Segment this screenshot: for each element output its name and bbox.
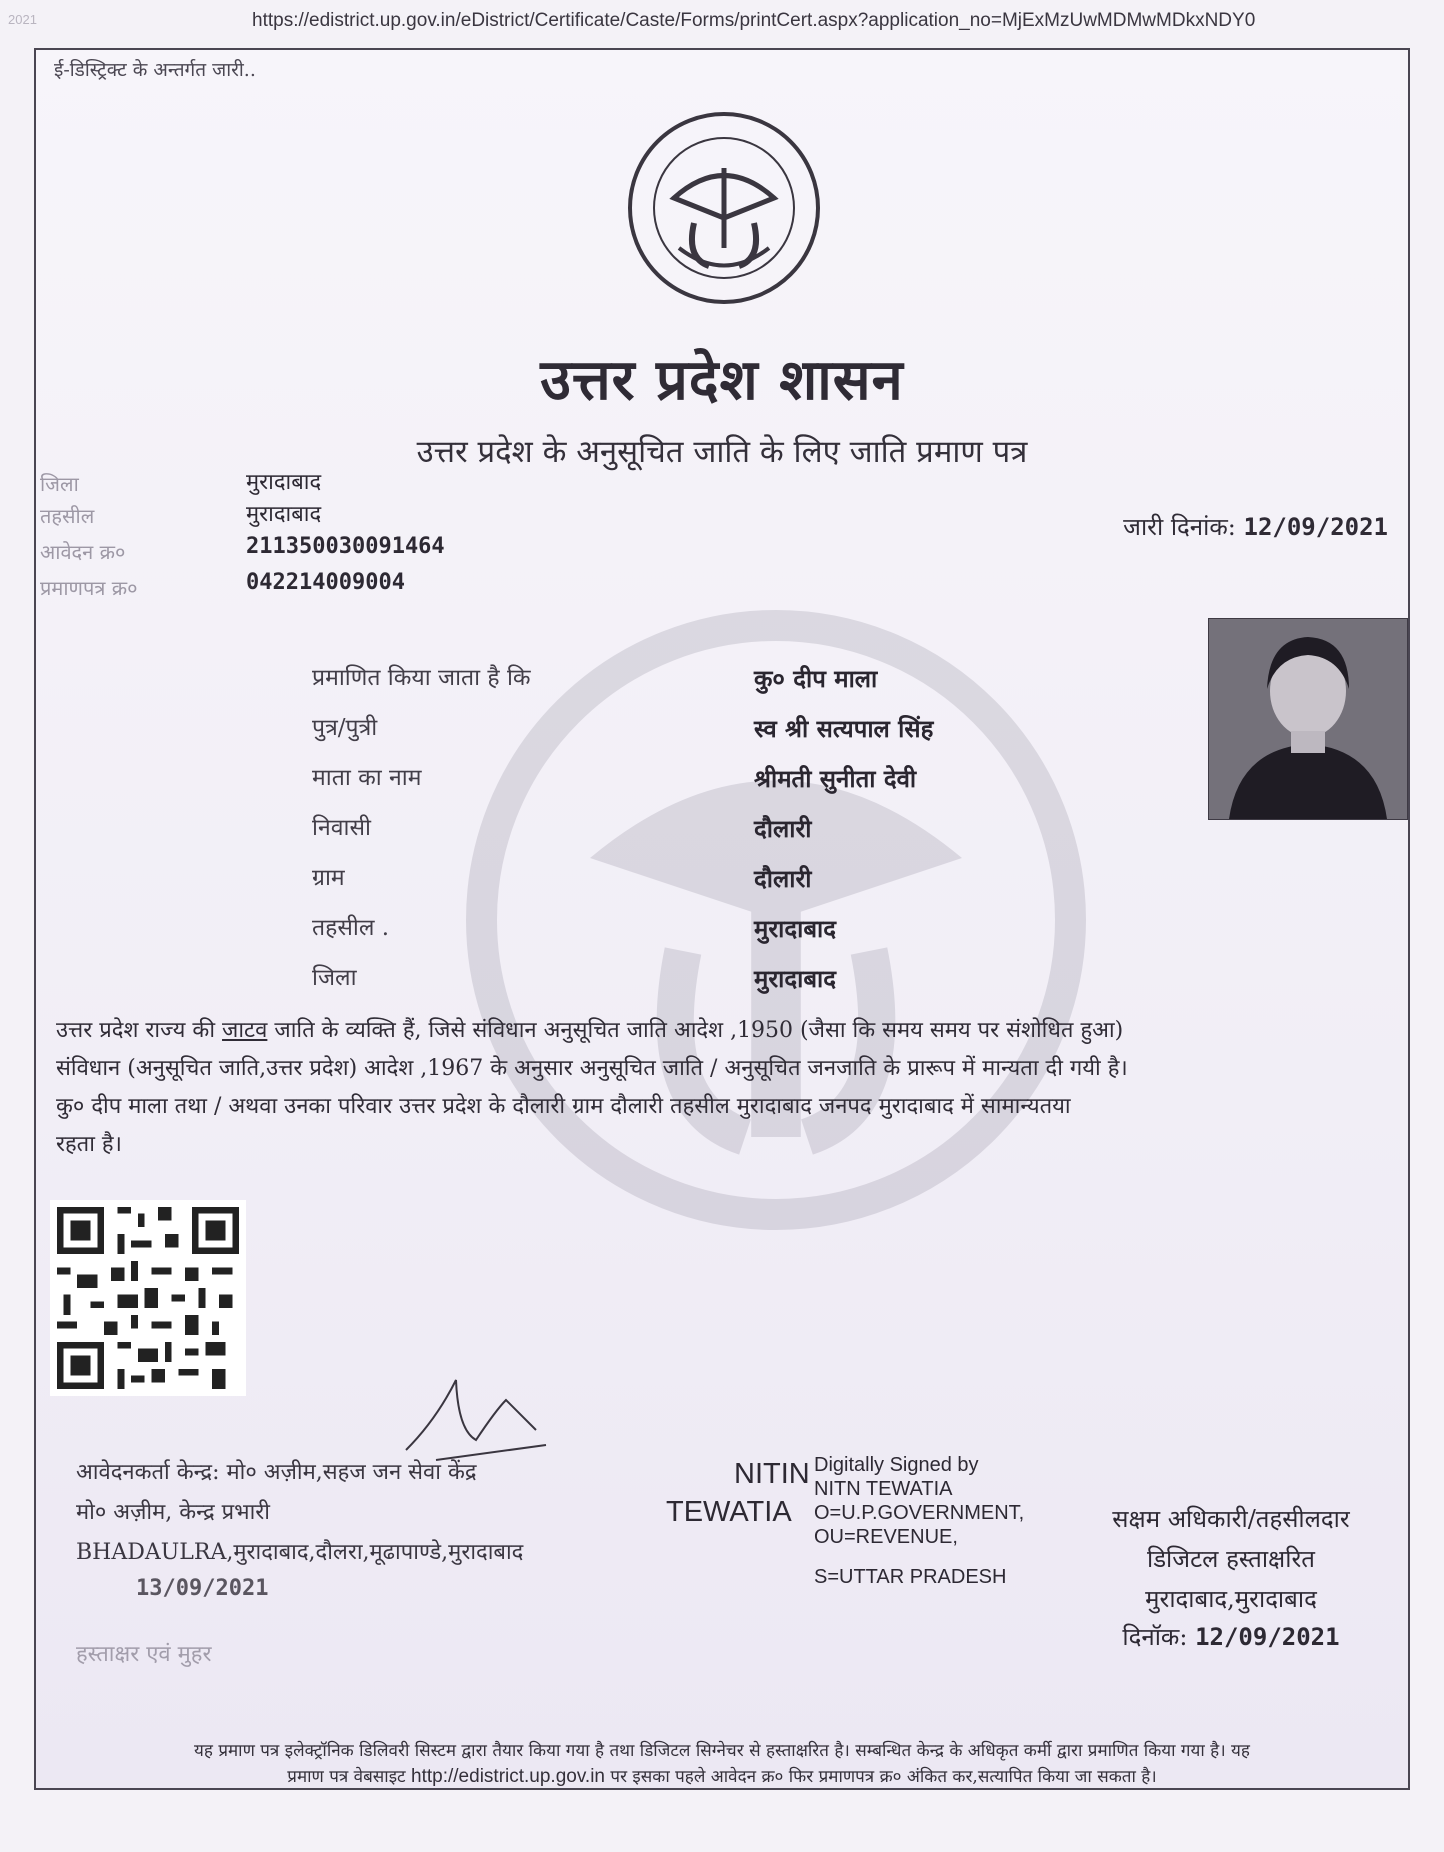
officer-date	[1066, 1620, 1396, 1653]
officer-title: सक्षम अधिकारी/तहसीलदार	[1112, 1505, 1350, 1533]
print-corner-date: 2021	[8, 12, 37, 27]
digital-signer-name-1: NITIN	[734, 1458, 810, 1490]
up-government-emblem	[624, 108, 824, 308]
kendra-line-2: मो० अज़ीम, केन्द्र प्रभारी	[76, 1500, 271, 1525]
para-line1-pre: उत्तर प्रदेश राज्य की	[56, 1018, 223, 1043]
officer-place: मुरादाबाद,मुरादाबाद	[1145, 1585, 1317, 1613]
field-district-label: जिला	[312, 965, 357, 991]
tehsil-value: मुरादाबाद	[246, 502, 322, 527]
application-no-value: 211350030091464	[246, 534, 445, 559]
kendra-line-1: आवेदनकर्ता केन्द्र: मो० अज़ीम,सहज जन सेवा केंद्र	[76, 1460, 477, 1485]
application-no-label: आवेदन क्र०	[40, 540, 126, 564]
field-tehsil-value: मुरादाबाद	[754, 914, 837, 943]
footer-line-2	[36, 1764, 1408, 1788]
footer-line2-pre: प्रमाण पत्र वेबसाइट	[287, 1767, 412, 1787]
handwritten-signature	[396, 1360, 556, 1470]
certificate-paragraph-line-3: कु० दीप माला तथा / अथवा उनका परिवार उत्तर प्रदेश के दौलारी ग्राम दौलारी तहसील मुरादाबाद जनपद मुरादाबाद में सामान्यतया	[56, 1094, 1071, 1119]
district-value: मुरादाबाद	[246, 470, 322, 495]
print-url: https://edistrict.up.gov.in/eDistrict/Certificate/Caste/Forms/printCert.aspx?application_no=MjExMzUwMDMwMDkxNDY0	[252, 10, 1256, 31]
district-label: जिला	[40, 472, 79, 496]
dsig-line-2: NITN TEWATIA	[814, 1478, 953, 1500]
dsig-line-4: OU=REVENUE,	[814, 1526, 958, 1548]
dsig-line-1: Digitally Signed by	[814, 1454, 979, 1476]
qr-code	[50, 1200, 246, 1396]
issue-date-value: 12/09/2021	[1243, 513, 1388, 541]
field-village-label: ग्राम	[312, 865, 345, 891]
field-mother-value: श्रीमती सुनीता देवी	[754, 764, 917, 793]
officer-date-value: 12/09/2021	[1195, 1623, 1340, 1651]
footer-line2-post: पर इसका पहले आवेदन क्र० फिर प्रमाणपत्र क्र० अंकित कर,सत्यापित किया जा सकता है।	[605, 1767, 1157, 1787]
field-parent-label: पुत्र/पुत्री	[312, 715, 378, 741]
field-district-value: मुरादाबाद	[754, 964, 837, 993]
signature-seal-label: हस्ताक्षर एवं मुहर	[76, 1642, 212, 1667]
certificate-paragraph-line-4: रहता है।	[56, 1132, 122, 1157]
field-resident-label: निवासी	[312, 815, 371, 841]
officer-date-label: दिनॉक:	[1122, 1623, 1188, 1651]
para-line1-post: जाति के व्यक्ति हैं, जिसे संविधान अनुसूचित जाति आदेश ,1950 (जैसा कि समय समय पर संशोधित हुआ)	[267, 1018, 1124, 1043]
certificate-no-label: प्रमाणपत्र क्र०	[40, 576, 138, 600]
certificate-frame	[34, 48, 1410, 1790]
footer-line-1: यह प्रमाण पत्र इलेक्ट्रॉनिक डिलिवरी सिस्टम द्वारा तैयार किया गया है तथा डिजिटल सिग्नेचर से हस्ताक्षरित है। सम्बन्धित केन्द्र के अधिकृत कर्मी द्वारा प्रमाणित किया गया है। यह	[194, 1741, 1250, 1761]
certificate-subtitle: उत्तर प्रदेश के अनुसूचित जाति के लिए जाति प्रमाण पत्र	[416, 434, 1028, 470]
field-certify-label: प्रमाणित किया जाता है कि	[312, 665, 531, 691]
kendra-date: 13/09/2021	[136, 1576, 269, 1601]
officer-signed: डिजिटल हस्ताक्षरित	[1147, 1545, 1315, 1573]
issue-date-label: जारी दिनांक:	[1123, 513, 1236, 541]
government-title: उत्तर प्रदेश शासन	[540, 347, 904, 413]
dsig-line-5: S=UTTAR PRADESH	[814, 1566, 1007, 1588]
issued-under-note: ई-डिस्ट्रिक्ट के अन्तर्गत जारी..	[54, 59, 256, 81]
certificate-no-value: 042214009004	[246, 570, 405, 595]
applicant-photo	[1208, 618, 1408, 820]
certificate-paragraph-line-1	[56, 1014, 1123, 1044]
field-resident-value: दौलारी	[754, 814, 812, 843]
field-village-value: दौलारी	[754, 864, 812, 893]
kendra-line-3: BHADAULRA,मुरादाबाद,दौलरा,मूढापाण्डे,मुरादाबाद	[76, 1540, 524, 1565]
verification-url[interactable]: http://edistrict.up.gov.in	[411, 1766, 606, 1787]
digital-signer-name-2: TEWATIA	[666, 1496, 792, 1528]
field-tehsil-label: तहसील .	[312, 915, 390, 941]
dsig-line-3: O=U.P.GOVERNMENT,	[814, 1502, 1025, 1524]
certificate-paragraph-line-2: संविधान (अनुसूचित जाति,उत्तर प्रदेश) आदेश ,1967 के अनुसार अनुसूचित जाति / अनुसूचित जनजाति के प्रारूप में मान्यता दी गयी है।	[56, 1056, 1128, 1081]
field-parent-value: स्व श्री सत्यपाल सिंह	[754, 714, 934, 743]
field-mother-label: माता का नाम	[312, 765, 422, 791]
caste-name: जाटव	[222, 1018, 268, 1043]
field-name-value: कु० दीप माला	[754, 664, 878, 693]
tehsil-label: तहसील	[40, 504, 95, 528]
issue-date	[1123, 510, 1388, 543]
